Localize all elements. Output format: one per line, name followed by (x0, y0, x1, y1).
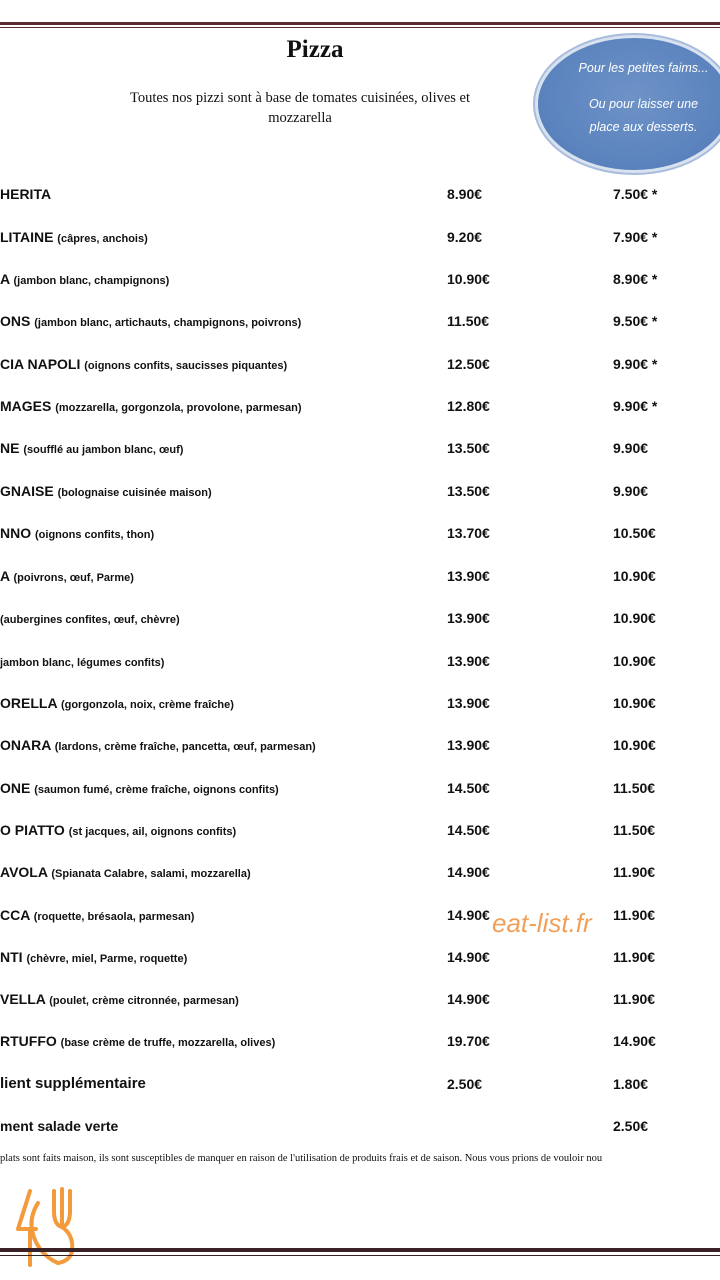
pizza-name: ONS (0, 313, 31, 329)
small-price: 11.90€ (613, 949, 656, 965)
small-price: 11.50€ (613, 780, 656, 796)
regular-price: 13.50€ (447, 483, 490, 499)
small-price: 11.90€ (613, 864, 656, 880)
bottom-border (0, 1248, 720, 1252)
pizza-ingredients: (poulet, crème citronnée, parmesan) (49, 995, 239, 1007)
regular-price: 13.90€ (447, 610, 490, 626)
small-price: 9.90€ * (613, 356, 658, 372)
menu-subtitle: Toutes nos pizzi sont à base de tomates cuisinées, olives et mozzarella (129, 90, 471, 126)
small-price: 8.90€ * (613, 271, 658, 287)
pizza-ingredients: (st jacques, ail, oignons confits) (68, 826, 237, 838)
pizza-ingredients: (saumon fumé, crème fraîche, oignons confits) (34, 784, 279, 796)
small-price: 11.90€ (613, 991, 656, 1007)
menu-item (0, 943, 720, 971)
pizza-name: CCA (0, 907, 30, 923)
pizza-name: ONE (0, 780, 31, 796)
bubble-line-3: place aux desserts. (589, 120, 698, 134)
menu-item (0, 901, 720, 929)
regular-price: 12.50€ (447, 356, 490, 372)
menu-item-name (0, 519, 154, 549)
menu-item-name (0, 647, 164, 677)
pizza-ingredients: (poivrons, œuf, Parme) (13, 572, 134, 584)
regular-price: 14.90€ (447, 949, 490, 965)
small-price: 2.50€ (613, 1118, 649, 1134)
menu-item-name (0, 731, 316, 761)
regular-price: 13.90€ (447, 568, 490, 584)
pizza-name: A (0, 271, 10, 287)
menu-item (0, 816, 720, 844)
pizza-ingredients: (base crème de truffe, mozzarella, olives) (60, 1037, 276, 1049)
regular-price: 13.70€ (447, 525, 490, 541)
regular-price: 10.90€ (447, 271, 490, 287)
pizza-name: lient supplémentaire (0, 1075, 146, 1092)
pizza-ingredients: (oignons confits, thon) (35, 529, 155, 541)
menu-item (0, 562, 720, 590)
menu-item (0, 604, 720, 632)
small-price: 11.90€ (613, 907, 656, 923)
pizza-ingredients: jambon blanc, légumes confits) (0, 657, 165, 669)
small-price: 10.50€ (613, 525, 656, 541)
menu-item (0, 1070, 720, 1098)
regular-price: 13.90€ (447, 737, 490, 753)
menu-item (0, 392, 720, 420)
pizza-name: GNAISE (0, 483, 54, 499)
pizza-ingredients: (soufflé au jambon blanc, œuf) (23, 444, 184, 456)
menu-item-name (0, 265, 169, 295)
menu-item-name (0, 604, 180, 634)
menu-item-name (0, 1027, 275, 1057)
menu-item-name (0, 223, 148, 253)
small-price: 10.90€ (613, 653, 656, 669)
small-price: 1.80€ (613, 1076, 649, 1092)
menu-item-name (0, 477, 212, 507)
small-price: 10.90€ (613, 610, 656, 626)
regular-price: 13.90€ (447, 695, 490, 711)
watermark: eat-list.fr (492, 908, 592, 938)
pizza-name: HERITA (0, 186, 52, 202)
regular-price: 11.50€ (447, 313, 490, 329)
small-price: 7.90€ * (613, 229, 658, 245)
menu-item (0, 307, 720, 335)
pizza-name: ORELLA (0, 695, 58, 711)
regular-price: 12.80€ (447, 398, 490, 414)
pizza-name: NE (0, 440, 20, 456)
menu-item (0, 1027, 720, 1055)
bubble-line-1: Pour les petites faims... (578, 61, 709, 75)
small-price: 14.90€ (613, 1033, 656, 1049)
pizza-name: A (0, 568, 10, 584)
menu-item-name (0, 392, 302, 422)
regular-price: 14.50€ (447, 822, 490, 838)
menu-item (0, 223, 720, 251)
menu-item (0, 985, 720, 1013)
pizza-name: VELLA (0, 991, 46, 1007)
small-price: 9.90€ * (613, 398, 658, 414)
small-price: 10.90€ (613, 568, 656, 584)
page-title: Pizza (286, 36, 344, 63)
menu-item (0, 774, 720, 802)
small-price: 10.90€ (613, 695, 656, 711)
menu-item-name (0, 562, 134, 592)
menu-item-name (0, 350, 287, 380)
pizza-name: ment salade verte (0, 1118, 119, 1134)
menu-item-name (0, 307, 301, 337)
menu-item (0, 265, 720, 293)
bubble-line-2: Ou pour laisser une (588, 97, 699, 111)
pizza-ingredients: (oignons confits, saucisses piquantes) (84, 360, 288, 372)
menu-item-name (0, 985, 239, 1015)
menu-item-name (0, 1070, 146, 1099)
menu-item-name (0, 180, 51, 210)
small-price: 9.90€ (613, 440, 649, 456)
regular-price: 9.20€ (447, 229, 483, 245)
menu-item-name (0, 1112, 118, 1142)
footnote: plats sont faits maison, ils sont susceptibles de manquer en raison de l'utilisation de produits frais et de saison. Nous vous prions de vouloir nou (0, 1153, 603, 1164)
pizza-ingredients: (bolognaise cuisinée maison) (57, 487, 212, 499)
regular-price: 2.50€ (447, 1076, 483, 1092)
small-price: 10.90€ (613, 737, 656, 753)
pizza-ingredients: (lardons, crème fraîche, pancetta, œuf, parmesan) (54, 741, 316, 753)
pizza-ingredients: (jambon blanc, champignons) (13, 275, 170, 287)
pizza-ingredients: (Spianata Calabre, salami, mozzarella) (51, 868, 251, 880)
menu-item (0, 858, 720, 886)
menu-item-name (0, 816, 236, 846)
regular-price: 14.90€ (447, 991, 490, 1007)
top-border (0, 22, 720, 25)
menu-item-name (0, 689, 234, 719)
small-price: 9.90€ (613, 483, 649, 499)
pizza-ingredients: (câpres, anchois) (57, 233, 148, 245)
small-price: 7.50€ * (613, 186, 658, 202)
pizza-name: NTI (0, 949, 23, 965)
regular-price: 19.70€ (447, 1033, 490, 1049)
menu-item (0, 689, 720, 717)
regular-price: 14.90€ (447, 864, 490, 880)
bottom-border-inner (0, 1255, 720, 1256)
pizza-name: MAGES (0, 398, 52, 414)
pizza-ingredients: (jambon blanc, artichauts, champignons, poivrons) (34, 317, 302, 329)
pizza-ingredients: (roquette, brésaola, parmesan) (33, 911, 195, 923)
menu-item (0, 519, 720, 547)
top-border-inner (0, 27, 720, 28)
menu-item-name (0, 774, 279, 804)
pizza-name: LITAINE (0, 229, 54, 245)
pizza-name: AVOLA (0, 864, 48, 880)
fork-plate-logo-icon (14, 1185, 84, 1270)
menu-item (0, 434, 720, 462)
menu-item-name (0, 434, 183, 464)
regular-price: 13.90€ (447, 653, 490, 669)
menu-item (0, 477, 720, 505)
regular-price: 14.50€ (447, 780, 490, 796)
menu-item (0, 1112, 720, 1140)
pizza-ingredients: (chèvre, miel, Parme, roquette) (26, 953, 188, 965)
pizza-name: ONARA (0, 737, 51, 753)
regular-price: 13.50€ (447, 440, 490, 456)
small-price: 9.50€ * (613, 313, 658, 329)
pizza-name: CIA NAPOLI (0, 356, 81, 372)
menu-item (0, 180, 720, 208)
menu-item-name (0, 943, 187, 973)
pizza-ingredients: (mozzarella, gorgonzola, provolone, parmesan) (55, 402, 302, 414)
pizza-name: O PIATTO (0, 822, 65, 838)
pizza-ingredients: (aubergines confites, œuf, chèvre) (0, 614, 180, 626)
menu-item-name (0, 901, 194, 931)
small-price: 11.50€ (613, 822, 656, 838)
pizza-name: RTUFFO (0, 1033, 57, 1049)
menu-item-name (0, 858, 251, 888)
regular-price: 8.90€ (447, 186, 483, 202)
regular-price: 14.90€ (447, 907, 490, 923)
pizza-name: NNO (0, 525, 32, 541)
pizza-ingredients: (gorgonzola, noix, crème fraîche) (60, 699, 234, 711)
menu-item (0, 350, 720, 378)
menu-item (0, 731, 720, 759)
menu-item (0, 647, 720, 675)
